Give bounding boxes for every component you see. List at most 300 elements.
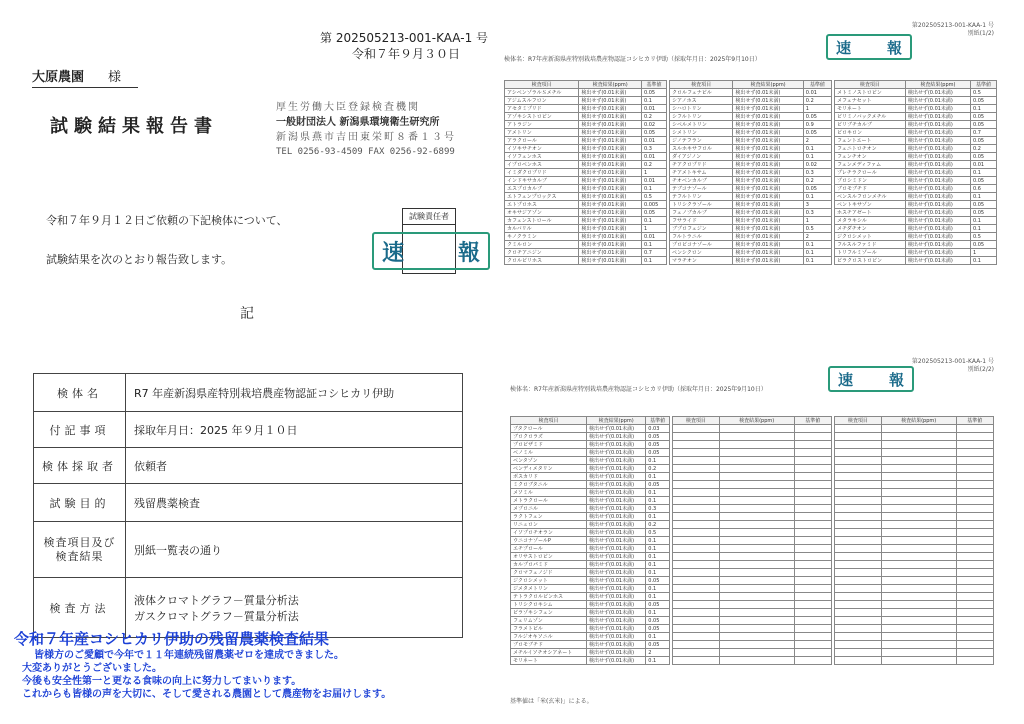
cell-result: 検出せず(0.01未満)	[579, 113, 642, 121]
cell-standard: 0.01	[641, 177, 666, 185]
cell-empty	[881, 513, 956, 521]
cell-empty	[719, 585, 794, 593]
cell-standard: 0.5	[970, 89, 996, 97]
cell-empty	[794, 473, 831, 481]
cell-empty	[956, 617, 993, 625]
cell-result: 検出せず(0.01未満)	[579, 249, 642, 257]
cell-empty	[835, 601, 882, 609]
cell-result: 検出せず(0.01未満)	[587, 465, 646, 473]
table-row	[511, 641, 670, 649]
table-row-empty	[673, 537, 832, 545]
cell-empty	[881, 521, 956, 529]
intro-line-1: 令和７年９月１２日ご依頼の下記検体について、	[46, 214, 288, 227]
cell-standard: 0.1	[803, 257, 831, 265]
org-address: 新潟県燕市吉田東栄町８番１３号	[276, 132, 456, 143]
info-value: 採取年月日：2025 年９月１０日	[126, 412, 463, 448]
col-header: 検査項目	[505, 81, 579, 89]
cell-empty	[794, 481, 831, 489]
cell-standard: 0.1	[803, 153, 831, 161]
table-row	[505, 161, 667, 169]
table-row	[505, 129, 667, 137]
table-row	[670, 137, 832, 145]
cell-empty	[956, 641, 993, 649]
table-row-empty	[673, 617, 832, 625]
cell-empty	[794, 601, 831, 609]
cell-item-name: モリネート	[511, 657, 587, 665]
cell-item-name: アトラジン	[505, 121, 579, 129]
table-row	[835, 201, 997, 209]
table-row-empty	[673, 649, 832, 657]
table-row	[835, 177, 997, 185]
cell-item-name: アジムスルフロン	[505, 97, 579, 105]
cell-item-name: ダイアジノン	[670, 153, 733, 161]
cell-standard: 0.3	[641, 145, 666, 153]
cell-standard: 0.1	[646, 513, 670, 521]
table-row	[670, 105, 832, 113]
cell-empty	[719, 513, 794, 521]
cell-empty	[794, 569, 831, 577]
cell-item-name: カルプロパミド	[511, 561, 587, 569]
table-row	[505, 145, 667, 153]
cell-empty	[673, 441, 720, 449]
cell-item-name: ジクロシメット	[511, 577, 587, 585]
org-registration: 厚生労働大臣登録検査機関	[276, 102, 420, 113]
table-row	[670, 145, 832, 153]
cell-empty	[673, 649, 720, 657]
table-row-empty	[835, 441, 994, 449]
cell-empty	[881, 641, 956, 649]
cell-item-name: フェニトロチオン	[835, 145, 906, 153]
table-row	[511, 441, 670, 449]
cell-result: 検出せず(0.01未満)	[733, 121, 803, 129]
cell-empty	[719, 521, 794, 529]
cell-standard: 0.05	[970, 177, 996, 185]
cell-result: 検出せず(0.01未満)	[733, 249, 803, 257]
table-row	[670, 153, 832, 161]
cell-empty	[881, 537, 956, 545]
table-row	[505, 241, 667, 249]
table-row	[511, 593, 670, 601]
cell-empty	[956, 521, 993, 529]
cell-empty	[794, 433, 831, 441]
info-value	[126, 578, 463, 638]
cell-empty	[794, 633, 831, 641]
cell-empty	[956, 657, 993, 665]
cell-result: 検出せず(0.01未満)	[579, 185, 642, 193]
cell-standard: 0.1	[641, 241, 666, 249]
cell-empty	[956, 601, 993, 609]
info-value: 残留農薬検査	[126, 484, 463, 522]
cell-empty	[794, 537, 831, 545]
cell-empty	[881, 617, 956, 625]
table-row	[670, 161, 832, 169]
info-row	[34, 578, 463, 638]
cell-standard: 0.1	[970, 105, 996, 113]
cell-empty	[835, 457, 882, 465]
col-header: 検査結果(ppm)	[733, 81, 803, 89]
table-row	[670, 97, 832, 105]
cell-empty	[835, 505, 882, 513]
sheet1-table-col1	[504, 80, 667, 265]
cell-standard: 0.05	[970, 209, 996, 217]
table-row-empty	[673, 505, 832, 513]
table-row	[511, 609, 670, 617]
cell-result: 検出せず(0.01未満)	[733, 225, 803, 233]
col-header: 検査結果(ppm)	[881, 417, 956, 425]
cell-empty	[719, 657, 794, 665]
table-row	[670, 89, 832, 97]
cell-result: 検出せず(0.01未満)	[733, 153, 803, 161]
cell-result: 検出せず(0.01未満)	[587, 433, 646, 441]
cell-result: 検出せず(0.01未満)	[733, 209, 803, 217]
cell-empty	[881, 497, 956, 505]
table-row	[505, 89, 667, 97]
table-row	[670, 249, 832, 257]
cell-item-name: ペンシクロン	[670, 249, 733, 257]
table-row	[670, 217, 832, 225]
cell-standard: 0.1	[803, 241, 831, 249]
cell-result: 検出せず(0.01未満)	[587, 449, 646, 457]
cell-empty	[719, 641, 794, 649]
table-row	[511, 545, 670, 553]
cell-result: 検出せず(0.01未満)	[587, 649, 646, 657]
cell-empty	[835, 433, 882, 441]
col-header: 基準値	[794, 417, 831, 425]
cell-standard: 0.1	[646, 537, 670, 545]
cell-item-name: ブロクロラズ	[511, 433, 587, 441]
method-gc: ガスクロマトグラフ－質量分析法	[134, 609, 299, 623]
cell-standard: 0.05	[970, 153, 996, 161]
table-row	[511, 425, 670, 433]
cell-result: 検出せず(0.01未満)	[733, 257, 803, 265]
cell-result: 検出せず(0.01未満)	[579, 233, 642, 241]
table-row	[670, 257, 832, 265]
cell-result: 検出せず(0.01未満)	[905, 161, 970, 169]
col-header: 検査結果(ppm)	[719, 417, 794, 425]
org-contact: TEL 0256-93-4509 FAX 0256-92-6899	[276, 147, 455, 157]
cell-empty	[835, 497, 882, 505]
info-label: 検体名	[34, 374, 126, 412]
table-row-empty	[673, 513, 832, 521]
table-row	[505, 193, 667, 201]
cell-standard: 0.03	[646, 425, 670, 433]
cell-standard: 0.01	[641, 105, 666, 113]
cell-item-name: メトミノストロビン	[835, 89, 906, 97]
cell-empty	[881, 449, 956, 457]
cell-empty	[719, 497, 794, 505]
cell-empty	[794, 489, 831, 497]
cell-empty	[673, 561, 720, 569]
cell-standard: 2	[803, 137, 831, 145]
table-row	[835, 169, 997, 177]
cell-item-name: インドキサカルブ	[505, 177, 579, 185]
cell-empty	[673, 465, 720, 473]
cell-empty	[835, 465, 882, 473]
cell-empty	[673, 481, 720, 489]
cell-item-name: ブロモブチド	[511, 641, 587, 649]
cell-result: 検出せず(0.01未満)	[905, 249, 970, 257]
table-row-empty	[835, 529, 994, 537]
table-row-empty	[673, 625, 832, 633]
table-row-empty	[835, 649, 994, 657]
cell-empty	[719, 433, 794, 441]
table-row	[835, 121, 997, 129]
cell-result: 検出せず(0.01未満)	[733, 233, 803, 241]
cell-standard: 0.1	[646, 561, 670, 569]
cell-item-name: アゾキシストロビン	[505, 113, 579, 121]
cell-empty	[956, 441, 993, 449]
cell-item-name: ピリブチカルブ	[835, 121, 906, 129]
cell-result: 検出せず(0.01未満)	[579, 225, 642, 233]
cell-result: 検出せず(0.01未満)	[587, 513, 646, 521]
table-row	[505, 217, 667, 225]
table-row	[670, 209, 832, 217]
table-row	[505, 249, 667, 257]
cell-empty	[719, 553, 794, 561]
cell-result: 検出せず(0.01未満)	[905, 89, 970, 97]
highlight-message	[14, 630, 574, 701]
cell-empty	[881, 433, 956, 441]
cell-item-name: フラメトピル	[511, 625, 587, 633]
cell-item-name: イソプロチオラン	[511, 529, 587, 537]
cell-result: 検出せず(0.01未満)	[905, 113, 970, 121]
table-row	[505, 121, 667, 129]
table-row	[670, 113, 832, 121]
cell-result: 検出せず(0.01未満)	[587, 657, 646, 665]
cell-empty	[794, 505, 831, 513]
table-row	[505, 137, 667, 145]
table-row-empty	[835, 425, 994, 433]
cell-result: 検出せず(0.01未満)	[579, 97, 642, 105]
cell-empty	[719, 577, 794, 585]
cell-standard: 0.2	[803, 97, 831, 105]
table-row-empty	[835, 465, 994, 473]
info-value: 別紙一覧表の通り	[126, 522, 463, 578]
cell-standard: 0.2	[646, 521, 670, 529]
table-row	[511, 617, 670, 625]
cell-empty	[956, 553, 993, 561]
sheet1-stamp	[826, 34, 912, 60]
cell-empty	[719, 633, 794, 641]
cell-result: 検出せず(0.01未満)	[733, 169, 803, 177]
col-header: 検査項目	[670, 81, 733, 89]
info-label: 試験目的	[34, 484, 126, 522]
cell-standard: 0.1	[646, 593, 670, 601]
cell-item-name: シアノホス	[670, 97, 733, 105]
cell-result: 検出せず(0.01未満)	[733, 201, 803, 209]
cell-standard: 1	[641, 225, 666, 233]
sheet2-footnote: 基準値は「米(玄米)」による。	[510, 698, 593, 705]
cell-result: 検出せず(0.01未満)	[587, 569, 646, 577]
table-row	[511, 449, 670, 457]
cell-standard: 0.05	[970, 97, 996, 105]
cell-item-name: キノクラミン	[505, 233, 579, 241]
info-label: 検体採取者	[34, 448, 126, 484]
cell-result: 検出せず(0.01未満)	[579, 129, 642, 137]
cell-item-name: リニュロン	[511, 521, 587, 529]
cell-empty	[719, 441, 794, 449]
cell-empty	[794, 577, 831, 585]
table-row-empty	[673, 465, 832, 473]
cell-empty	[794, 649, 831, 657]
cell-result: 検出せず(0.01未満)	[587, 425, 646, 433]
document-date: 令和７年９月３０日	[351, 47, 460, 61]
cell-standard: 0.5	[803, 225, 831, 233]
table-row	[835, 185, 997, 193]
table-row-empty	[835, 553, 994, 561]
cell-result: 検出せず(0.01未満)	[733, 145, 803, 153]
cell-item-name: フルジオキソニル	[511, 633, 587, 641]
cell-item-name: メソミル	[511, 489, 587, 497]
cell-item-name: ベンタゾン	[511, 457, 587, 465]
cell-empty	[881, 561, 956, 569]
cell-result: 検出せず(0.01未満)	[579, 105, 642, 113]
cell-result: 検出せず(0.01未満)	[587, 633, 646, 641]
cell-item-name: プロピザミド	[511, 441, 587, 449]
cell-result: 検出せず(0.01未満)	[733, 241, 803, 249]
cell-standard: 0.02	[803, 161, 831, 169]
col-header: 検査結果(ppm)	[905, 81, 970, 89]
cell-standard: 2	[803, 233, 831, 241]
cell-item-name: エトフェンプロックス	[505, 193, 579, 201]
table-row-empty	[835, 521, 994, 529]
cell-empty	[835, 609, 882, 617]
cell-result: 検出せず(0.01未満)	[905, 225, 970, 233]
cell-item-name: フェンチオン	[835, 153, 906, 161]
cell-empty	[881, 633, 956, 641]
table-row	[505, 113, 667, 121]
cell-item-name: マラチオン	[670, 257, 733, 265]
cell-item-name: イソキサチオン	[505, 145, 579, 153]
cell-empty	[719, 425, 794, 433]
table-row	[505, 201, 667, 209]
cell-empty	[673, 449, 720, 457]
org-name: 一般財団法人 新潟県環境衛生研究所	[276, 117, 440, 128]
cell-item-name: イミダクロプリド	[505, 169, 579, 177]
cell-empty	[719, 481, 794, 489]
info-label: 付記事項	[34, 412, 126, 448]
cell-standard: 0.2	[641, 161, 666, 169]
cell-item-name: シペルメトリン	[670, 121, 733, 129]
cell-item-name: アシベンゾラルＳメチル	[505, 89, 579, 97]
table-row-empty	[673, 473, 832, 481]
table-row-empty	[835, 545, 994, 553]
cell-empty	[881, 473, 956, 481]
table-row-empty	[673, 433, 832, 441]
table-row-empty	[673, 489, 832, 497]
cell-result: 検出せず(0.01未満)	[579, 257, 642, 265]
table-row	[670, 225, 832, 233]
cell-standard: 0.05	[646, 481, 670, 489]
cell-result: 検出せず(0.01未満)	[587, 553, 646, 561]
cell-item-name: シメトリン	[670, 129, 733, 137]
cell-empty	[956, 633, 993, 641]
table-row-empty	[673, 569, 832, 577]
cell-empty	[881, 593, 956, 601]
table-row-empty	[835, 569, 994, 577]
cell-empty	[719, 473, 794, 481]
table-row-empty	[673, 593, 832, 601]
cell-empty	[719, 465, 794, 473]
cell-standard: 3	[803, 201, 831, 209]
table-row	[511, 633, 670, 641]
cell-item-name: ボスカリド	[511, 473, 587, 481]
cell-standard: 0.05	[646, 625, 670, 633]
cell-result: 検出せず(0.01未満)	[579, 161, 642, 169]
cell-result: 検出せず(0.01未満)	[587, 489, 646, 497]
table-row	[505, 105, 667, 113]
table-row	[511, 465, 670, 473]
cell-standard: 0.1	[646, 457, 670, 465]
cell-result: 検出せず(0.01未満)	[905, 105, 970, 113]
cell-result: 検出せず(0.01未満)	[587, 473, 646, 481]
cell-empty	[956, 449, 993, 457]
cell-empty	[673, 609, 720, 617]
cell-item-name: ペンディメタリン	[511, 465, 587, 473]
cell-empty	[835, 473, 882, 481]
table-row	[835, 137, 997, 145]
table-row	[505, 177, 667, 185]
cell-empty	[881, 553, 956, 561]
sheet2-page: 別紙(2/2)	[967, 366, 994, 373]
cell-item-name: クロマフェノジド	[511, 569, 587, 577]
sheet2-stamp	[828, 366, 914, 392]
table-row	[511, 521, 670, 529]
cell-item-name: アラクロール	[505, 137, 579, 145]
cell-empty	[673, 457, 720, 465]
info-row	[34, 484, 463, 522]
table-row-empty	[835, 577, 994, 585]
table-row-empty	[835, 593, 994, 601]
cell-empty	[881, 425, 956, 433]
cell-empty	[956, 481, 993, 489]
col-header: 基準値	[970, 81, 996, 89]
table-row	[511, 505, 670, 513]
cell-result: 検出せず(0.01未満)	[733, 185, 803, 193]
cell-empty	[673, 577, 720, 585]
cell-standard: 0.1	[641, 257, 666, 265]
sheet2-table-col1	[510, 416, 670, 665]
cell-standard: 0.05	[641, 209, 666, 217]
table-row-empty	[673, 521, 832, 529]
cell-item-name: ピロキロン	[835, 129, 906, 137]
cell-item-name: ピリミノバックメチル	[835, 113, 906, 121]
cell-standard: 0.5	[641, 193, 666, 201]
cell-empty	[956, 505, 993, 513]
cell-standard: 0.05	[646, 601, 670, 609]
cell-empty	[881, 457, 956, 465]
cell-item-name: フルスルファミド	[835, 241, 906, 249]
cell-standard: 0.1	[646, 569, 670, 577]
cell-standard: 0.1	[803, 145, 831, 153]
cell-standard: 0.1	[646, 657, 670, 665]
cell-standard: 0.3	[646, 505, 670, 513]
cell-standard: 0.1	[646, 497, 670, 505]
cell-result: 検出せず(0.01未満)	[587, 481, 646, 489]
cell-item-name: ウニコナゾールP	[511, 537, 587, 545]
cell-empty	[881, 441, 956, 449]
col-header: 基準値	[956, 417, 993, 425]
cell-empty	[881, 625, 956, 633]
table-row-empty	[673, 481, 832, 489]
cell-empty	[794, 521, 831, 529]
table-row	[505, 97, 667, 105]
cell-empty	[719, 593, 794, 601]
cell-standard: 0.05	[646, 617, 670, 625]
cell-result: 検出せず(0.01未満)	[905, 241, 970, 249]
table-row-empty	[835, 433, 994, 441]
stamp-left-char: 速	[382, 240, 405, 266]
